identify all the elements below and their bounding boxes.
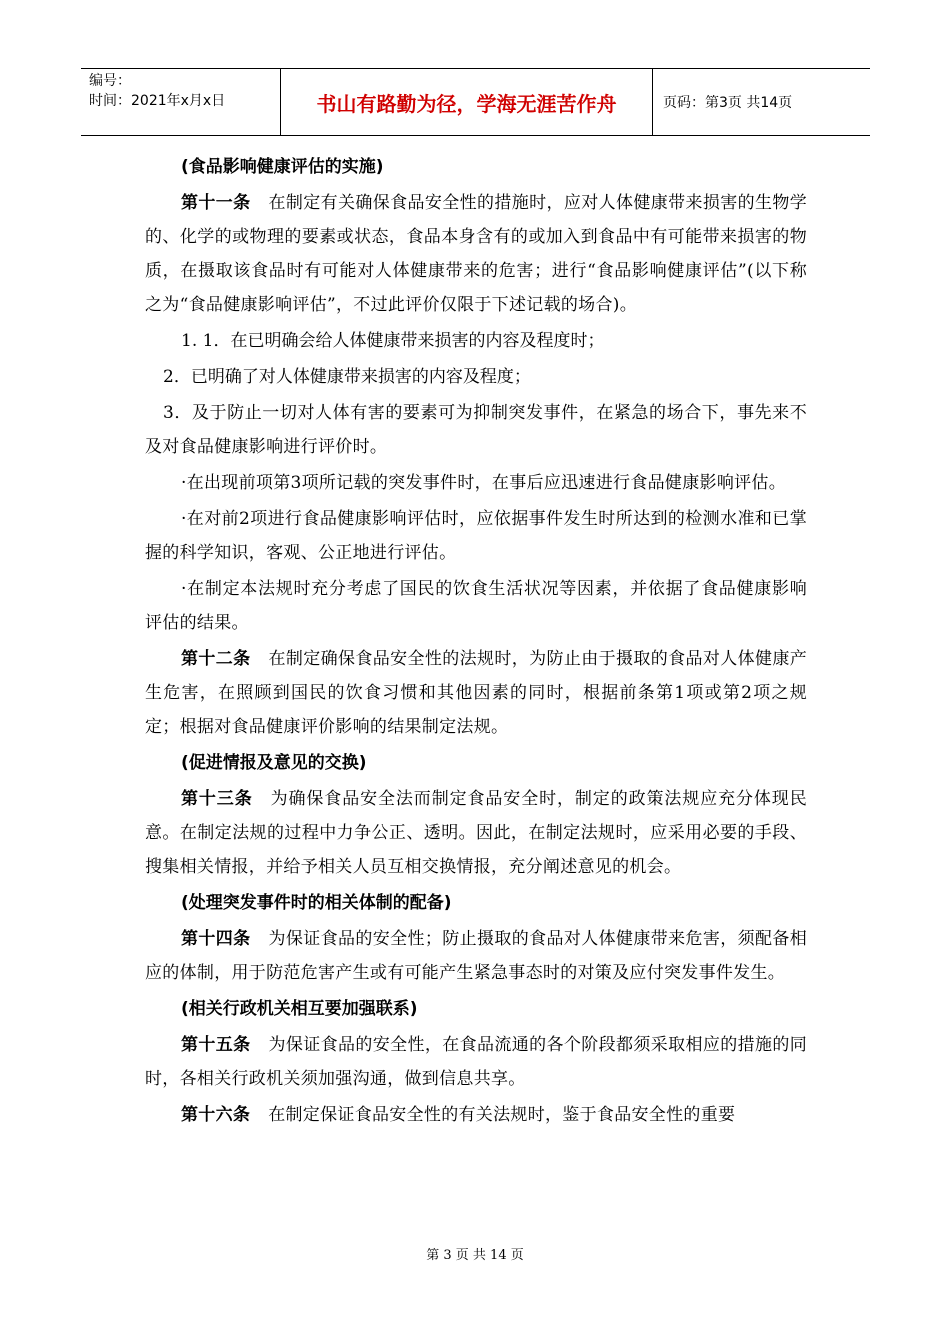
section-heading: (处理突发事件时的相关体制的配备) xyxy=(181,893,452,913)
article-text: 为保证食品的安全性；防止摄取的食品对人体健康带来危害，须配备相应的体制，用于防范危害产生或有可能产生紧急事态时的对策及应付突发事件发生。 xyxy=(145,929,807,983)
article-text: 在制定确保食品安全性的法规时，为防止由于摄取的食品对人体健康产生危害，在照顾到国民的饮食习惯和其他因素的同时，根据前条第1项或第2项之规定；根据对食品健康评价影响的结果制定法规。 xyxy=(145,649,807,737)
article-paragraph xyxy=(145,1098,807,1132)
article-text: 为保证食品的安全性，在食品流通的各个阶段都须采取相应的措施的同时，各相关行政机关须加强沟通，做到信息共享。 xyxy=(145,1035,807,1089)
document-number-label: 编号： xyxy=(89,73,131,89)
section-heading: (食品影响健康评估的实施) xyxy=(181,157,384,177)
list-item: 1. 1．在已明确会给人体健康带来损害的内容及程度时； xyxy=(181,331,605,351)
article-title: 第十二条 xyxy=(181,649,251,669)
article-title: 第十四条 xyxy=(181,929,251,949)
section-heading: (促进情报及意见的交换) xyxy=(181,753,367,773)
paragraph: ·在制定本法规时充分考虑了国民的饮食生活状况等因素，并依据了食品健康影响评估的结果。 xyxy=(145,579,807,633)
header-page-info: 页码：第3页 共14页 xyxy=(663,95,793,111)
document-time-label: 时间：2021年x月x日 xyxy=(89,93,226,109)
article-paragraph xyxy=(145,922,807,990)
header-meta xyxy=(81,69,281,135)
header-motto: 书山有路勤为径，学海无涯苦作舟 xyxy=(281,69,653,135)
article-paragraph xyxy=(145,186,807,322)
list-item: 3．及于防止一切对人体有害的要素可为抑制突发事件，在紧急的场合下，事先来不及对食品健康影响进行评价时。 xyxy=(145,403,807,457)
article-title: 第十一条 xyxy=(181,193,251,213)
article-title: 第十三条 xyxy=(181,789,253,809)
article-paragraph xyxy=(145,782,807,884)
article-text: 在制定保证食品安全性的有关法规时，鉴于食品安全性的重要 xyxy=(268,1105,736,1125)
article-paragraph xyxy=(145,642,807,744)
paragraph: ·在对前2项进行食品健康影响评估时，应依据事件发生时所达到的检测水准和已掌握的科学知识，客观、公正地进行评估。 xyxy=(145,509,807,563)
article-title: 第十五条 xyxy=(181,1035,251,1055)
document-body xyxy=(145,150,807,1134)
page-footer: 第 3 页 共 14 页 xyxy=(426,1248,524,1263)
list-item: 2．已明确了对人体健康带来损害的内容及程度； xyxy=(163,367,531,387)
article-paragraph xyxy=(145,1028,807,1096)
header-table xyxy=(81,68,870,136)
paragraph: ·在出现前项第3项所记载的突发事件时，在事后应迅速进行食品健康影响评估。 xyxy=(181,473,787,493)
article-text: 在制定有关确保食品安全性的措施时，应对人体健康带来损害的生物学的、化学的或物理的要素或状态，食品本身含有的或加入到食品中有可能带来损害的物质，在摄取该食品时有可能对人体健康带来的危害；进行“食品影响健康评估”(以下称之为“食品健康影响评估”，不过此评价仅限于下述记载的场合)。 xyxy=(145,193,807,315)
article-text: 为确保食品安全法而制定食品安全时，制定的政策法规应充分体现民意。在制定法规的过程中力争公正、透明。因此，在制定法规时，应采用必要的手段、搜集相关情报，并给予相关人员互相交换情报，充分阐述意见的机会。 xyxy=(145,789,808,877)
section-heading: (相关行政机关相互要加强联系) xyxy=(181,999,418,1019)
article-title: 第十六条 xyxy=(181,1105,251,1125)
